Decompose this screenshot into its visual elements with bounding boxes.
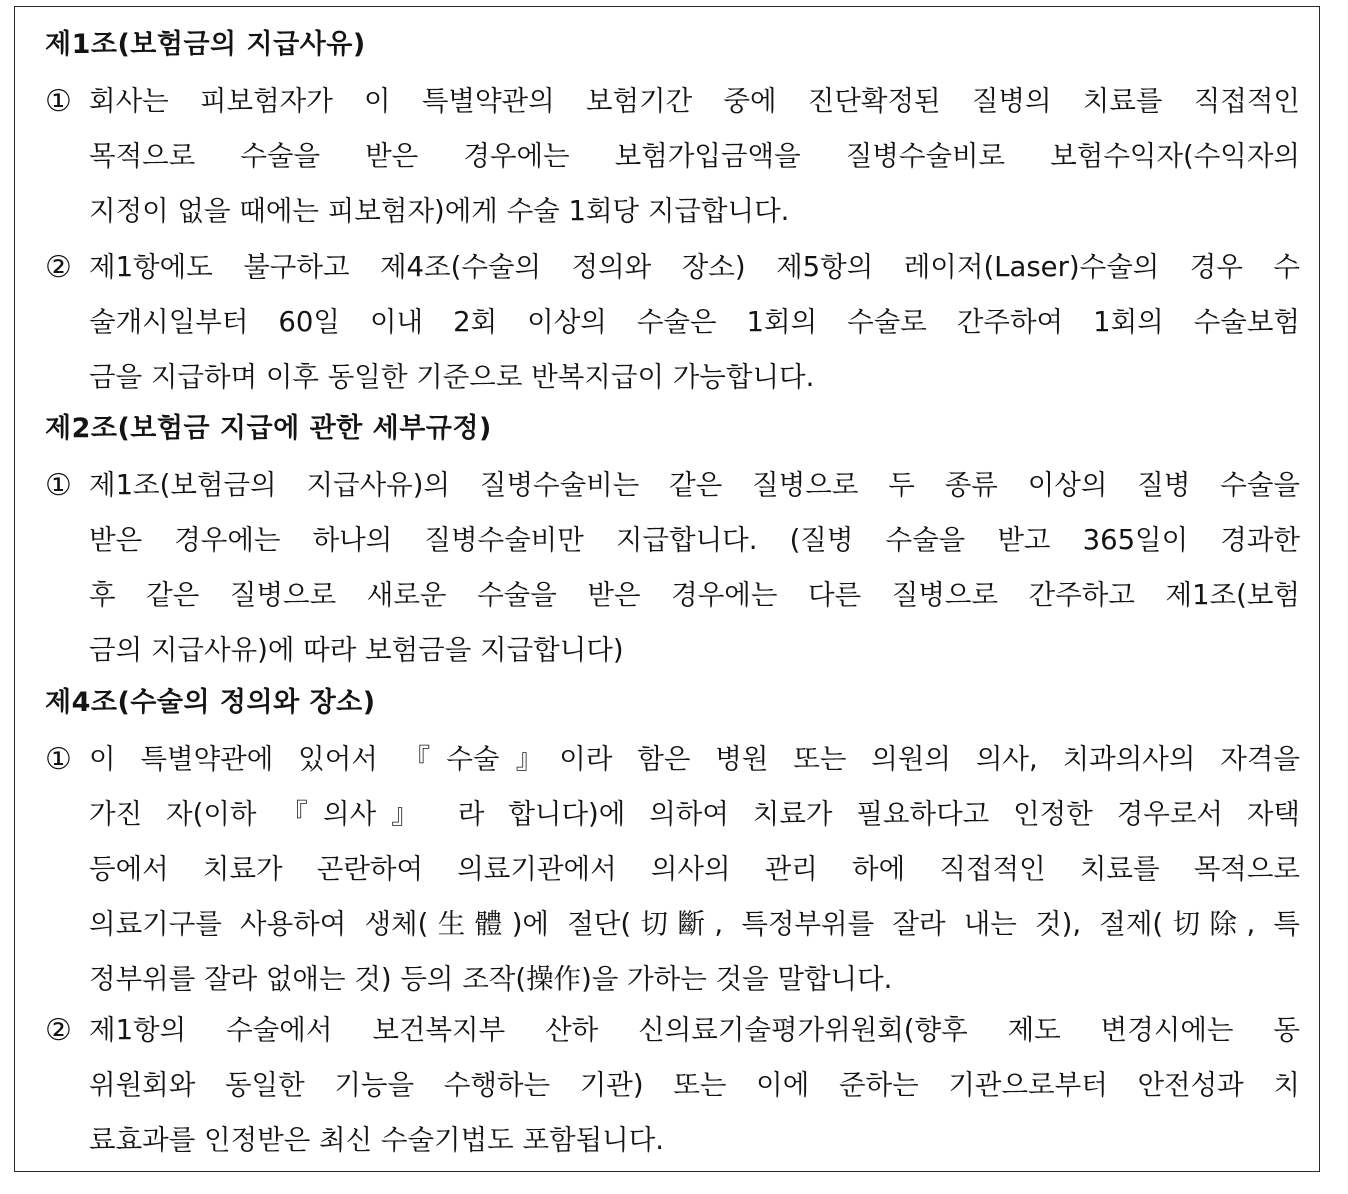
paragraph-line: 받은 경우에는 하나의 질병수술비만 지급합니다. (질병 수술을 받고 365일이 경과한	[89, 524, 1300, 556]
article-1-heading: 제1조(보험금의 지급사유)	[45, 29, 366, 60]
paragraph-line: 술개시일부터 60일 이내 2회 이상의 수술은 1회의 수술로 간주하여 1회의 수술보험	[89, 306, 1300, 338]
paragraph-line: 이 특별약관에 있어서 『수술』이라 함은 병원 또는 의원의 의사, 치과의사의 자격을	[89, 743, 1300, 775]
paragraph-number: ①	[45, 84, 72, 119]
paragraph-line: 가진 자(이하 『의사』 라 합니다)에 의하여 치료가 필요하다고 인정한 경우로서 자택	[89, 798, 1300, 830]
paragraph-number: ②	[45, 1013, 72, 1048]
paragraph-line: 제1조(보험금의 지급사유)의 질병수술비는 같은 질병으로 두 종류 이상의 질병 수술을	[89, 469, 1300, 501]
paragraph-number: ②	[45, 250, 72, 285]
paragraph-line: 금을 지급하며 이후 동일한 기준으로 반복지급이 가능합니다.	[89, 361, 815, 393]
paragraph-line: 목적으로 수술을 받은 경우에는 보험가입금액을 질병수술비로 보험수익자(수익자의	[89, 140, 1300, 172]
paragraph-line: 회사는 피보험자가 이 특별약관의 보험기간 중에 진단확정된 질병의 치료를 직접적인	[89, 85, 1300, 117]
paragraph-line: 료효과를 인정받은 최신 수술기법도 포함됩니다.	[89, 1124, 665, 1156]
paragraph-line: 제1항에도 불구하고 제4조(수술의 정의와 장소) 제5항의 레이저(Laser)수술의 경우 수	[89, 251, 1300, 283]
article-4-heading: 제4조(수술의 정의와 장소)	[45, 687, 376, 718]
paragraph-line: 제1항의 수술에서 보건복지부 산하 신의료기술평가위원회(향후 제도 변경시에는 동	[89, 1014, 1300, 1046]
paragraph-number: ①	[45, 742, 72, 777]
paragraph-line: 등에서 치료가 곤란하여 의료기관에서 의사의 관리 하에 직접적인 치료를 목적으로	[89, 853, 1300, 885]
article-2-heading: 제2조(보험금 지급에 관한 세부규정)	[45, 413, 492, 444]
paragraph-line: 금의 지급사유)에 따라 보험금을 지급합니다)	[89, 634, 624, 666]
paragraph-line: 의료기구를 사용하여 생체(生體)에 절단(切斷, 특정부위를 잘라 내는 것), 절제(切除, 특	[89, 908, 1300, 940]
paragraph-number: ①	[45, 468, 72, 503]
paragraph-line: 지정이 없을 때에는 피보험자)에게 수술 1회당 지급합니다.	[89, 195, 790, 227]
paragraph-line: 정부위를 잘라 없애는 것) 등의 조작(操作)을 가하는 것을 말합니다.	[89, 963, 893, 995]
paragraph-line: 후 같은 질병으로 새로운 수술을 받은 경우에는 다른 질병으로 간주하고 제1조(보험	[89, 579, 1300, 611]
paragraph-line: 위원회와 동일한 기능을 수행하는 기관) 또는 이에 준하는 기관으로부터 안전성과 치	[89, 1069, 1300, 1101]
